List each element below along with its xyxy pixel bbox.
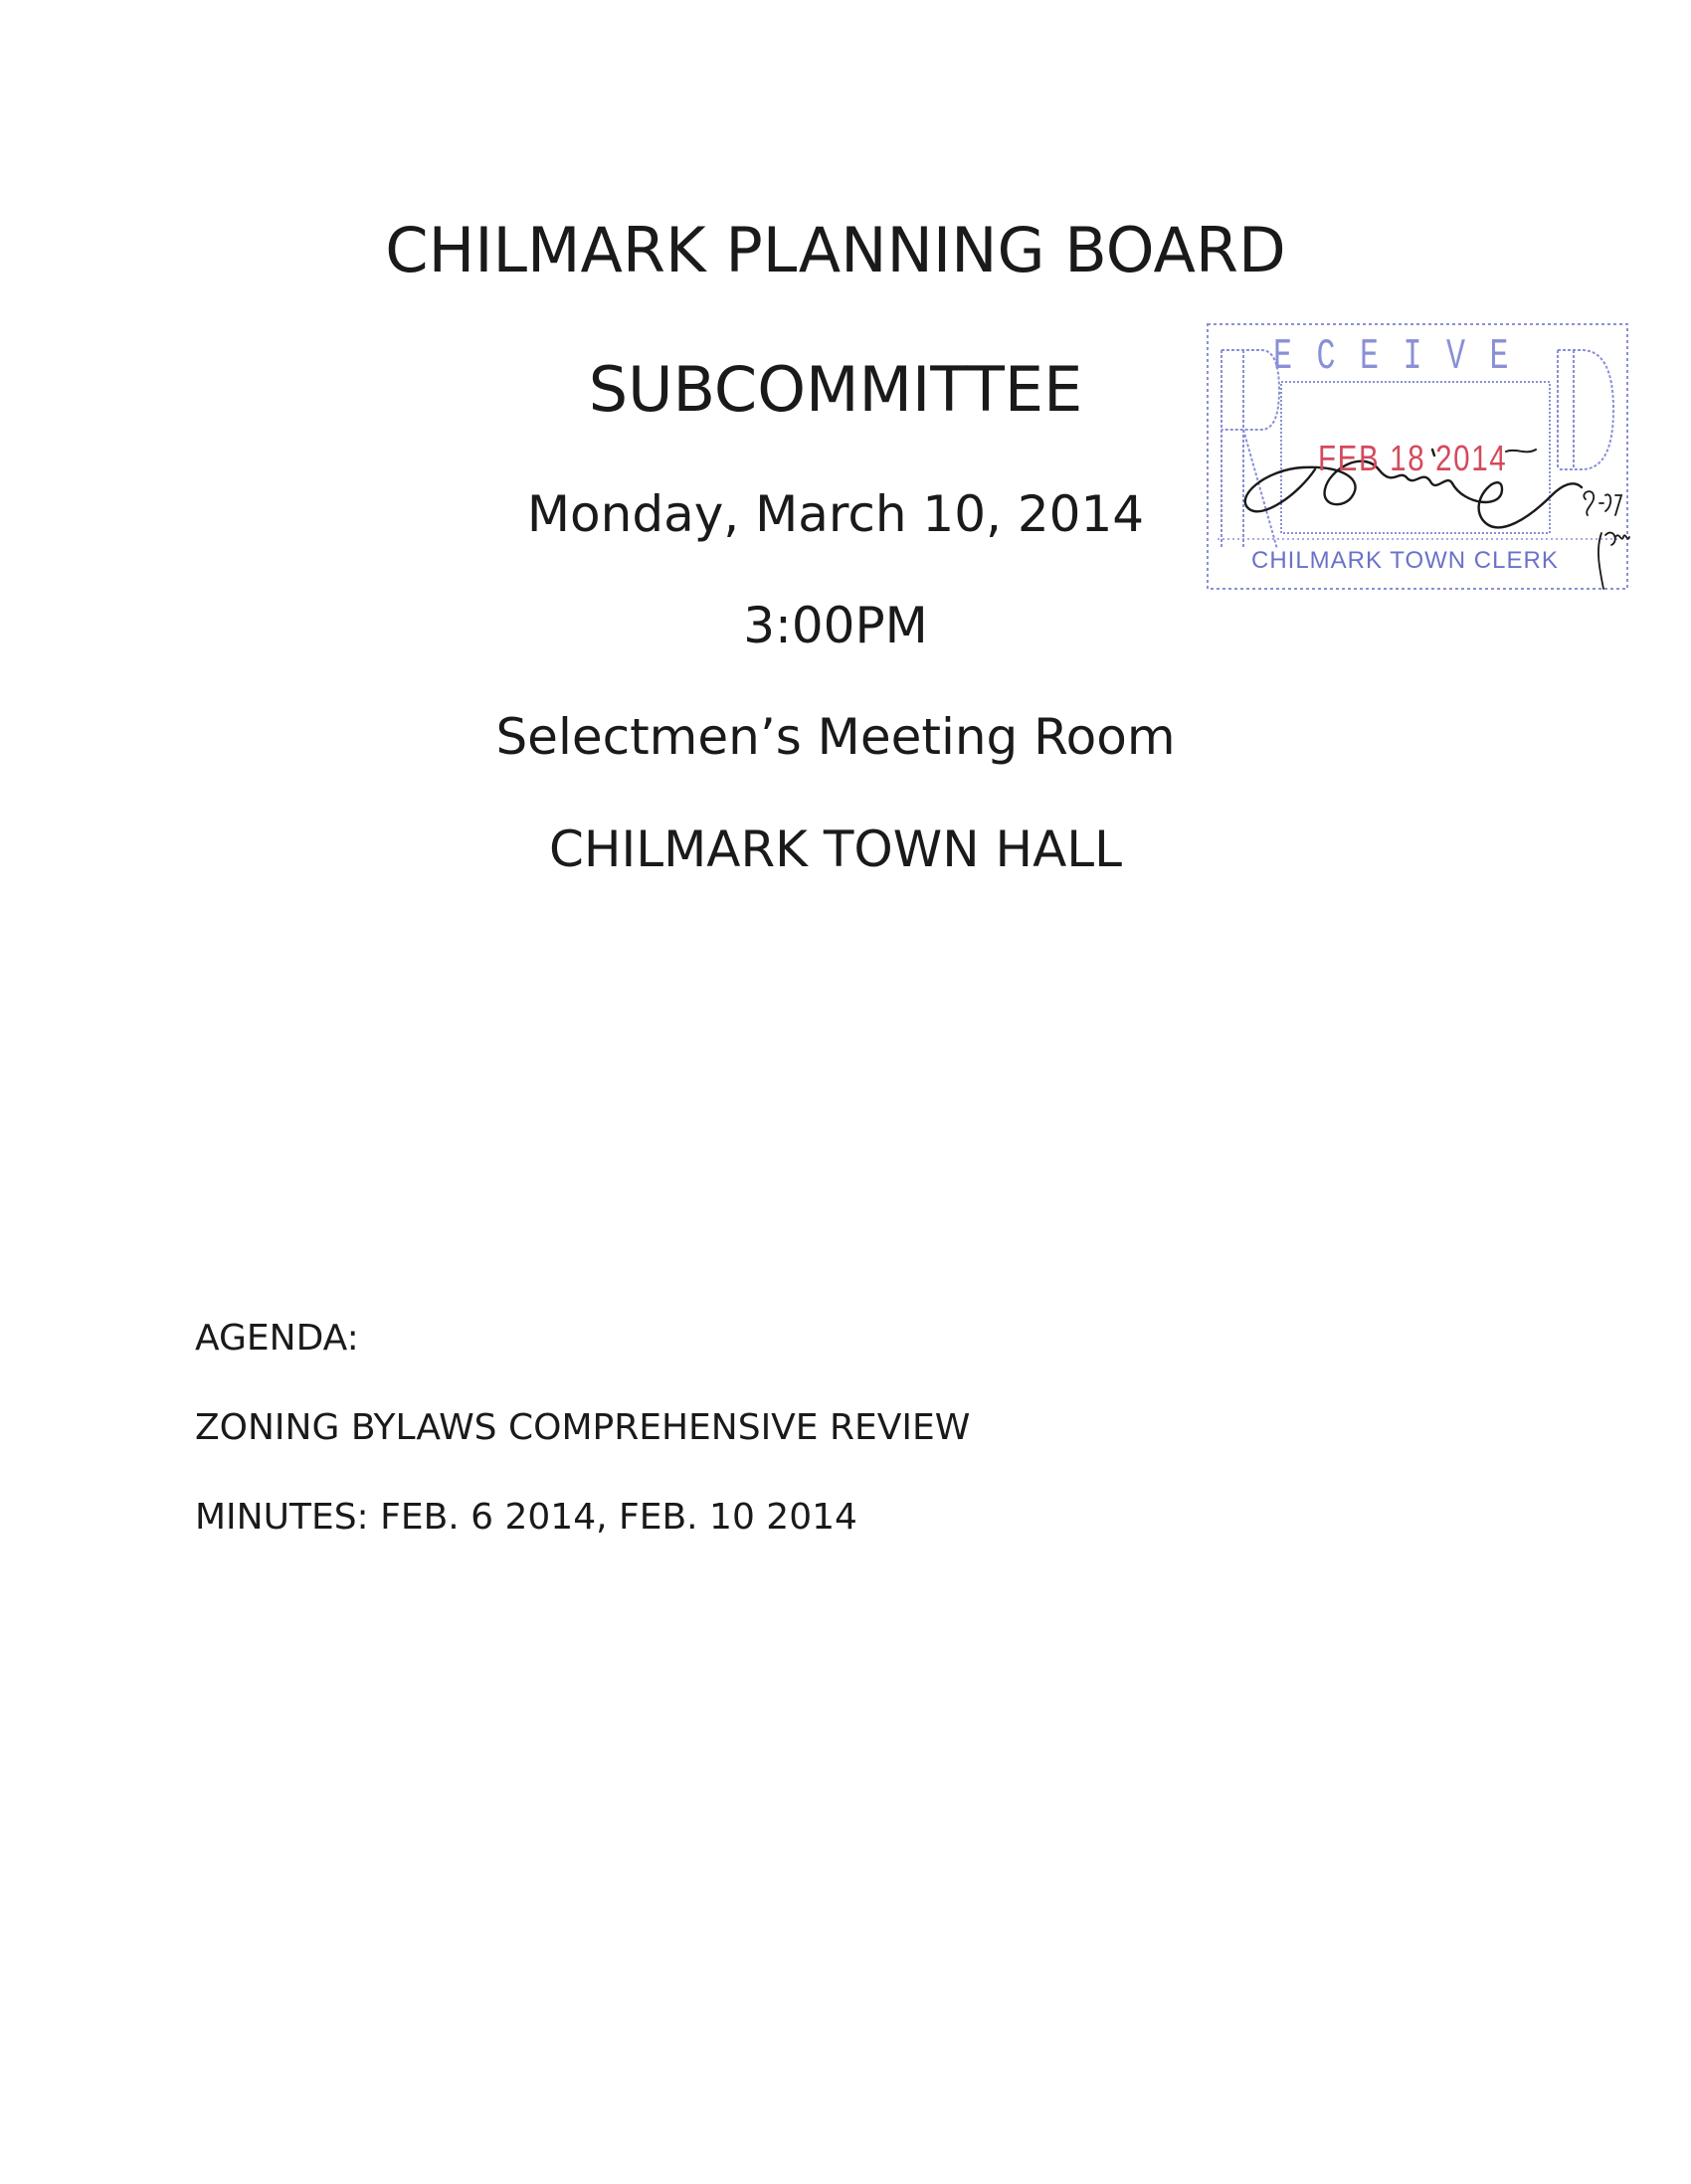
agenda-heading: AGENDA: xyxy=(195,1318,359,1359)
handwritten-note-icon xyxy=(1584,491,1629,589)
document-title: CHILMARK PLANNING BOARD xyxy=(385,214,1286,286)
document-subtitle: SUBCOMMITTEE xyxy=(588,353,1083,426)
stamp-received-label: ECEIVE xyxy=(1273,332,1533,382)
stamp-date: FEB 18 2014 xyxy=(1318,438,1508,478)
meeting-location: CHILMARK TOWN HALL xyxy=(548,820,1123,878)
meeting-time: 3:00PM xyxy=(743,597,928,654)
meeting-room: Selectmen’s Meeting Room xyxy=(495,708,1176,766)
agenda-item: MINUTES: FEB. 6 2014, FEB. 10 2014 xyxy=(195,1497,857,1538)
agenda-item: ZONING BYLAWS COMPREHENSIVE REVIEW xyxy=(195,1407,971,1448)
meeting-date: Monday, March 10, 2014 xyxy=(526,485,1145,543)
stamp-clerk-label: CHILMARK TOWN CLERK xyxy=(1251,547,1559,574)
received-stamp xyxy=(1204,320,1631,595)
